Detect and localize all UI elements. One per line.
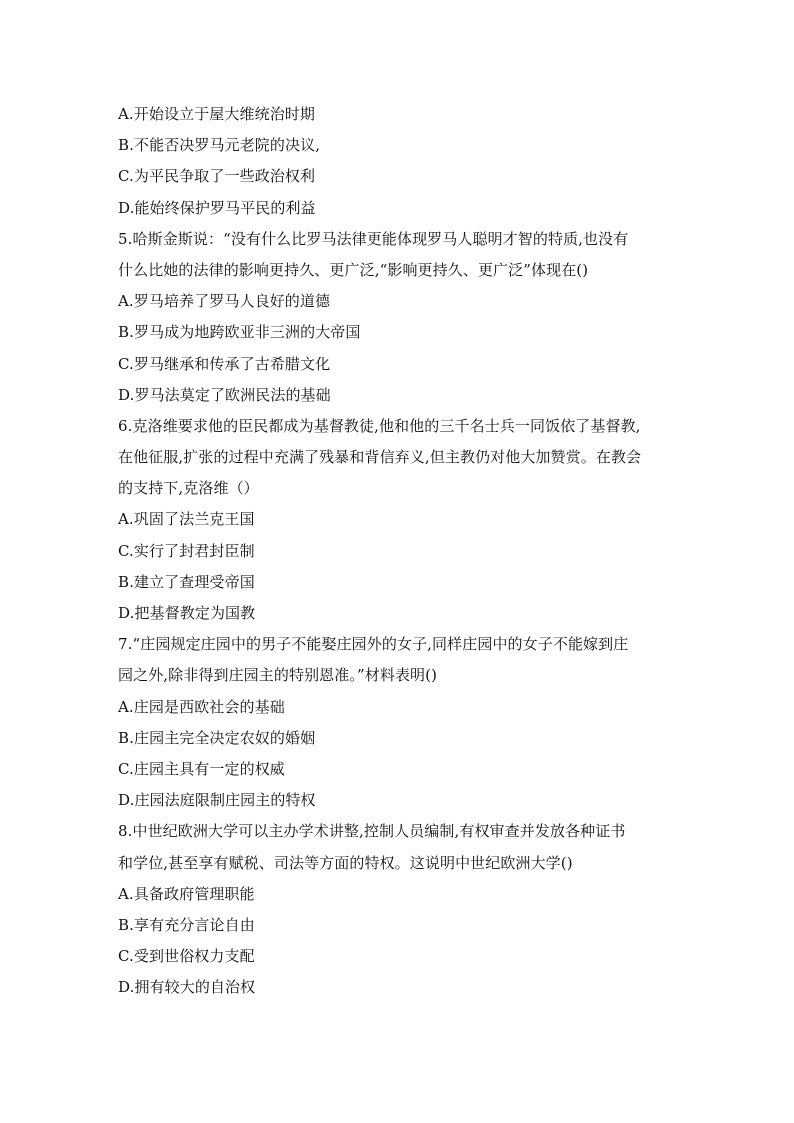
q7-option-d: D.庄园法庭限制庄园主的特权: [118, 791, 316, 810]
q4-option-b: B.不能否决罗马元老院的决议,: [118, 136, 321, 155]
q7-option-c: C.庄园主具有一定的权威: [118, 759, 285, 778]
q6-option-a: A.巩固了法兰克王国: [118, 510, 255, 529]
q7-stem-line-1: 7.“庄园规定庄园中的男子不能娶庄园外的女子,同样庄园中的女子不能嫁到庄: [118, 635, 629, 654]
q7-option-a: A.庄园是西欧社会的基础: [118, 697, 285, 716]
q8-option-c: C.受到世俗权力支配: [118, 947, 255, 966]
q7-option-b: B.庄园主完全决定农奴的婚姻: [118, 728, 316, 747]
q7-stem-line-2: 园之外,除非得到庄园主的特别恩准。”材料表明(): [118, 666, 438, 685]
q6-stem-line-2: 在他征服,扩张的过程中充满了残暴和背信弃义,但主教仍对他大加赞赏。在教会: [118, 448, 642, 467]
document-page: [118, 99, 688, 1003]
q8-stem-line-1: 8.中世纪欧洲大学可以主办学术讲整,控制人员编制,有权审查并发放各种证书: [118, 822, 626, 841]
q4-option-c: C.为平民争取了一些政治权利: [118, 167, 316, 186]
q6-stem-line-1: 6.克洛维要求他的臣民都成为基督教徒,他和他的三千名士兵一同饭依了基督教,: [118, 416, 641, 435]
q4-option-a: A.开始设立于屋大维统治时期: [118, 105, 316, 123]
q8-stem-line-2: 和学位,甚至享有赋税、司法等方面的特权。这说明中世纪欧洲大学(): [118, 853, 573, 872]
q4-option-d: D.能始终保护罗马平民的利益: [118, 198, 316, 217]
q5-stem-line-2: 什么比她的法律的影响更持久、更广泛,“影响更持久、更广泛”体现在(): [118, 260, 589, 279]
q5-stem-line-1: 5.哈斯金斯说：“没有什么比罗马法律更能体现罗马人聪明才智的特质,也没有: [118, 229, 629, 248]
q8-option-a: A.具备政府管理职能: [118, 884, 255, 903]
q8-option-d: D.拥有较大的自治权: [118, 978, 256, 997]
q6-option-d: D.把基督教定为国教: [118, 604, 256, 622]
q6-option-b: B.建立了查理受帝国: [118, 572, 255, 591]
q6-stem-line-3: 的支持下,克洛维（）: [118, 479, 259, 498]
q5-option-a: A.罗马培养了罗马人良好的道德: [118, 292, 331, 311]
q5-option-b: B.罗马成为地跨欧亚非三洲的大帝国: [118, 323, 361, 342]
q5-option-d: D.罗马法莫定了欧洲民法的基础: [118, 385, 331, 404]
q6-option-c: C.实行了封君封臣制: [118, 541, 255, 560]
q5-option-c: C.罗马继承和传承了古希腊文化: [118, 354, 331, 373]
q8-option-b: B.享有充分言论自由: [118, 915, 255, 934]
